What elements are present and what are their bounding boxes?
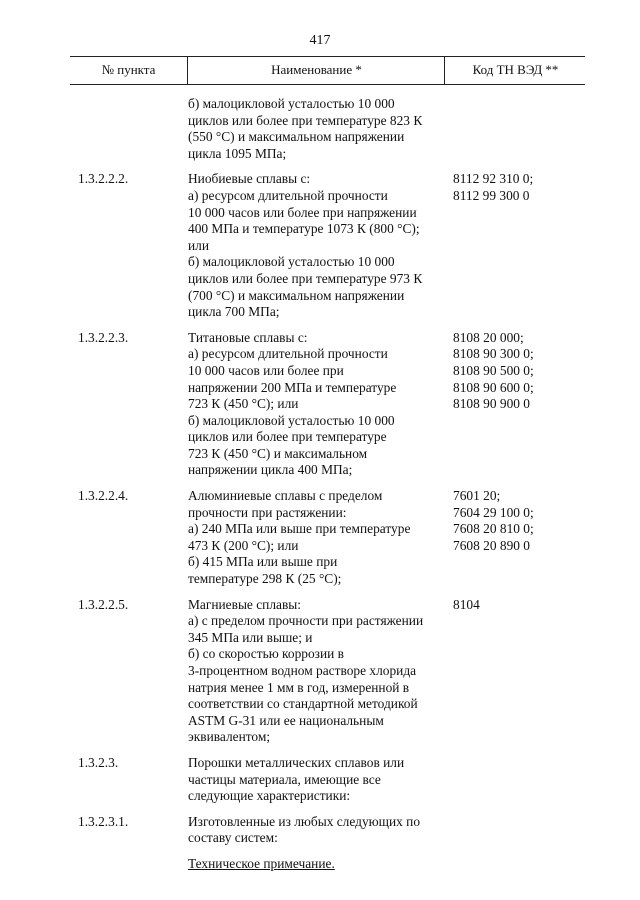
description-line: Титановые сплавы с: bbox=[188, 329, 308, 345]
tn-ved-code: 7608 20 890 0 bbox=[453, 537, 530, 553]
description-line: б) малоцикловой усталостью 10 000 bbox=[188, 412, 395, 428]
item-description bbox=[188, 488, 450, 588]
description-line: 400 МПа и температуре 1073 К (800 °С); bbox=[188, 221, 420, 237]
description-line: цикла 1095 МПа; bbox=[188, 145, 287, 161]
description-line: б) 415 МПа или выше при bbox=[188, 554, 338, 570]
description-line: а) с пределом прочности при растяжении bbox=[188, 613, 424, 629]
item-codes bbox=[453, 488, 593, 554]
item-description bbox=[188, 755, 450, 805]
description-line: 723 К (450 °С) и максимальном bbox=[188, 445, 368, 461]
description-line: б) малоцикловой усталостью 10 000 bbox=[188, 254, 395, 270]
description-line: а) ресурсом длительной прочности bbox=[188, 346, 388, 362]
table-row bbox=[0, 96, 640, 162]
tn-ved-code: 8108 90 900 0 bbox=[453, 396, 530, 412]
table-row bbox=[0, 814, 640, 847]
item-description bbox=[188, 96, 450, 162]
item-description bbox=[188, 330, 450, 479]
description-line: 10 000 часов или более при напряжении bbox=[188, 204, 417, 220]
header-divider bbox=[187, 57, 188, 84]
item-codes bbox=[453, 330, 593, 413]
description-line: а) ресурсом длительной прочности bbox=[188, 187, 388, 203]
tn-ved-code: 8112 92 310 0; bbox=[453, 171, 534, 187]
tn-ved-code: 8108 90 500 0; bbox=[453, 362, 534, 378]
description-line: частицы материала, имеющие все bbox=[188, 771, 381, 787]
description-line: следующие характеристики: bbox=[188, 788, 351, 804]
table-row bbox=[0, 488, 640, 588]
tn-ved-code: 8112 99 300 0 bbox=[453, 187, 530, 203]
description-line: цикла 700 МПа; bbox=[188, 304, 280, 320]
description-line: температуре 298 К (25 °С); bbox=[188, 571, 342, 587]
item-number: 1.3.2.2.4. bbox=[78, 488, 129, 504]
table-row bbox=[0, 330, 640, 479]
tn-ved-code: 8108 90 300 0; bbox=[453, 346, 534, 362]
item-codes bbox=[453, 597, 593, 614]
description-line: Порошки металлических сплавов или bbox=[188, 754, 405, 770]
item-description bbox=[188, 814, 450, 847]
description-line: составу систем: bbox=[188, 830, 278, 846]
table-header bbox=[70, 56, 585, 85]
description-line: Изготовленные из любых следующих по bbox=[188, 813, 421, 829]
item-description bbox=[188, 597, 450, 746]
description-line: циклов или более при температуре 823 К bbox=[188, 112, 423, 128]
table-row bbox=[0, 597, 640, 746]
table-row bbox=[0, 171, 640, 320]
item-number: 1.3.2.3.1. bbox=[78, 813, 129, 829]
description-line: а) 240 МПа или выше при температуре bbox=[188, 521, 411, 537]
description-line: эквивалентом; bbox=[188, 729, 271, 745]
description-line: циклов или более при температуре bbox=[188, 429, 387, 445]
description-line: б) со скоростью коррозии в bbox=[188, 646, 344, 662]
description-line: натрия менее 1 мм в год, измеренной в bbox=[188, 679, 410, 695]
header-code: Код ТН ВЭД ** bbox=[472, 62, 559, 77]
item-number: 1.3.2.2.2. bbox=[78, 171, 129, 187]
header-item-number: № пункта bbox=[101, 62, 156, 77]
page-number: 417 bbox=[309, 33, 331, 48]
description-line: 723 К (450 °С); или bbox=[188, 396, 299, 412]
description-line: 10 000 часов или более при bbox=[188, 362, 344, 378]
description-line: Магниевые сплавы: bbox=[188, 596, 302, 612]
description-line: 473 К (200 °С); или bbox=[188, 537, 299, 553]
item-number: 1.3.2.2.3. bbox=[78, 329, 129, 345]
tn-ved-code: 7604 29 100 0; bbox=[453, 504, 534, 520]
description-line: 3-процентном водном растворе хлорида bbox=[188, 663, 417, 678]
description-line: соответствии со стандартной методикой bbox=[188, 696, 418, 712]
description-line: б) малоцикловой усталостью 10 000 bbox=[188, 96, 395, 111]
description-line: 345 МПа или выше; и bbox=[188, 629, 313, 645]
table-row bbox=[0, 755, 640, 805]
item-codes bbox=[453, 171, 593, 204]
item-number: 1.3.2.2.5. bbox=[78, 596, 129, 612]
description-line: напряжении цикла 400 МПа; bbox=[188, 462, 353, 478]
table-body bbox=[0, 96, 640, 873]
tn-ved-code: 7601 20; bbox=[453, 488, 501, 504]
header-divider bbox=[444, 57, 445, 84]
tn-ved-code: 8108 90 600 0; bbox=[453, 379, 534, 395]
tn-ved-code: 7608 20 810 0; bbox=[453, 521, 534, 537]
description-line: Алюминиевые сплавы с пределом bbox=[188, 488, 383, 504]
description-line: (550 °С) и максимальном напряжении bbox=[188, 129, 405, 145]
description-line: ASTM G-31 или ее национальным bbox=[188, 712, 384, 728]
tn-ved-code: 8108 20 000; bbox=[453, 329, 524, 345]
tn-ved-code: 8104 bbox=[453, 596, 480, 612]
description-line: или bbox=[188, 237, 210, 253]
description-line: прочности при растяжении: bbox=[188, 504, 347, 520]
description-line: циклов или более при температуре 973 К bbox=[188, 270, 423, 286]
technical-note-heading: Техническое примечание. bbox=[188, 855, 335, 871]
item-description bbox=[188, 171, 450, 320]
item-number: 1.3.2.3. bbox=[78, 754, 119, 770]
header-name: Наименование * bbox=[271, 62, 362, 77]
description-line: (700 °С) и максимальном напряжении bbox=[188, 287, 405, 303]
description-line: напряжении 200 МПа и температуре bbox=[188, 379, 397, 395]
description-line: Ниобиевые сплавы с: bbox=[188, 171, 311, 187]
